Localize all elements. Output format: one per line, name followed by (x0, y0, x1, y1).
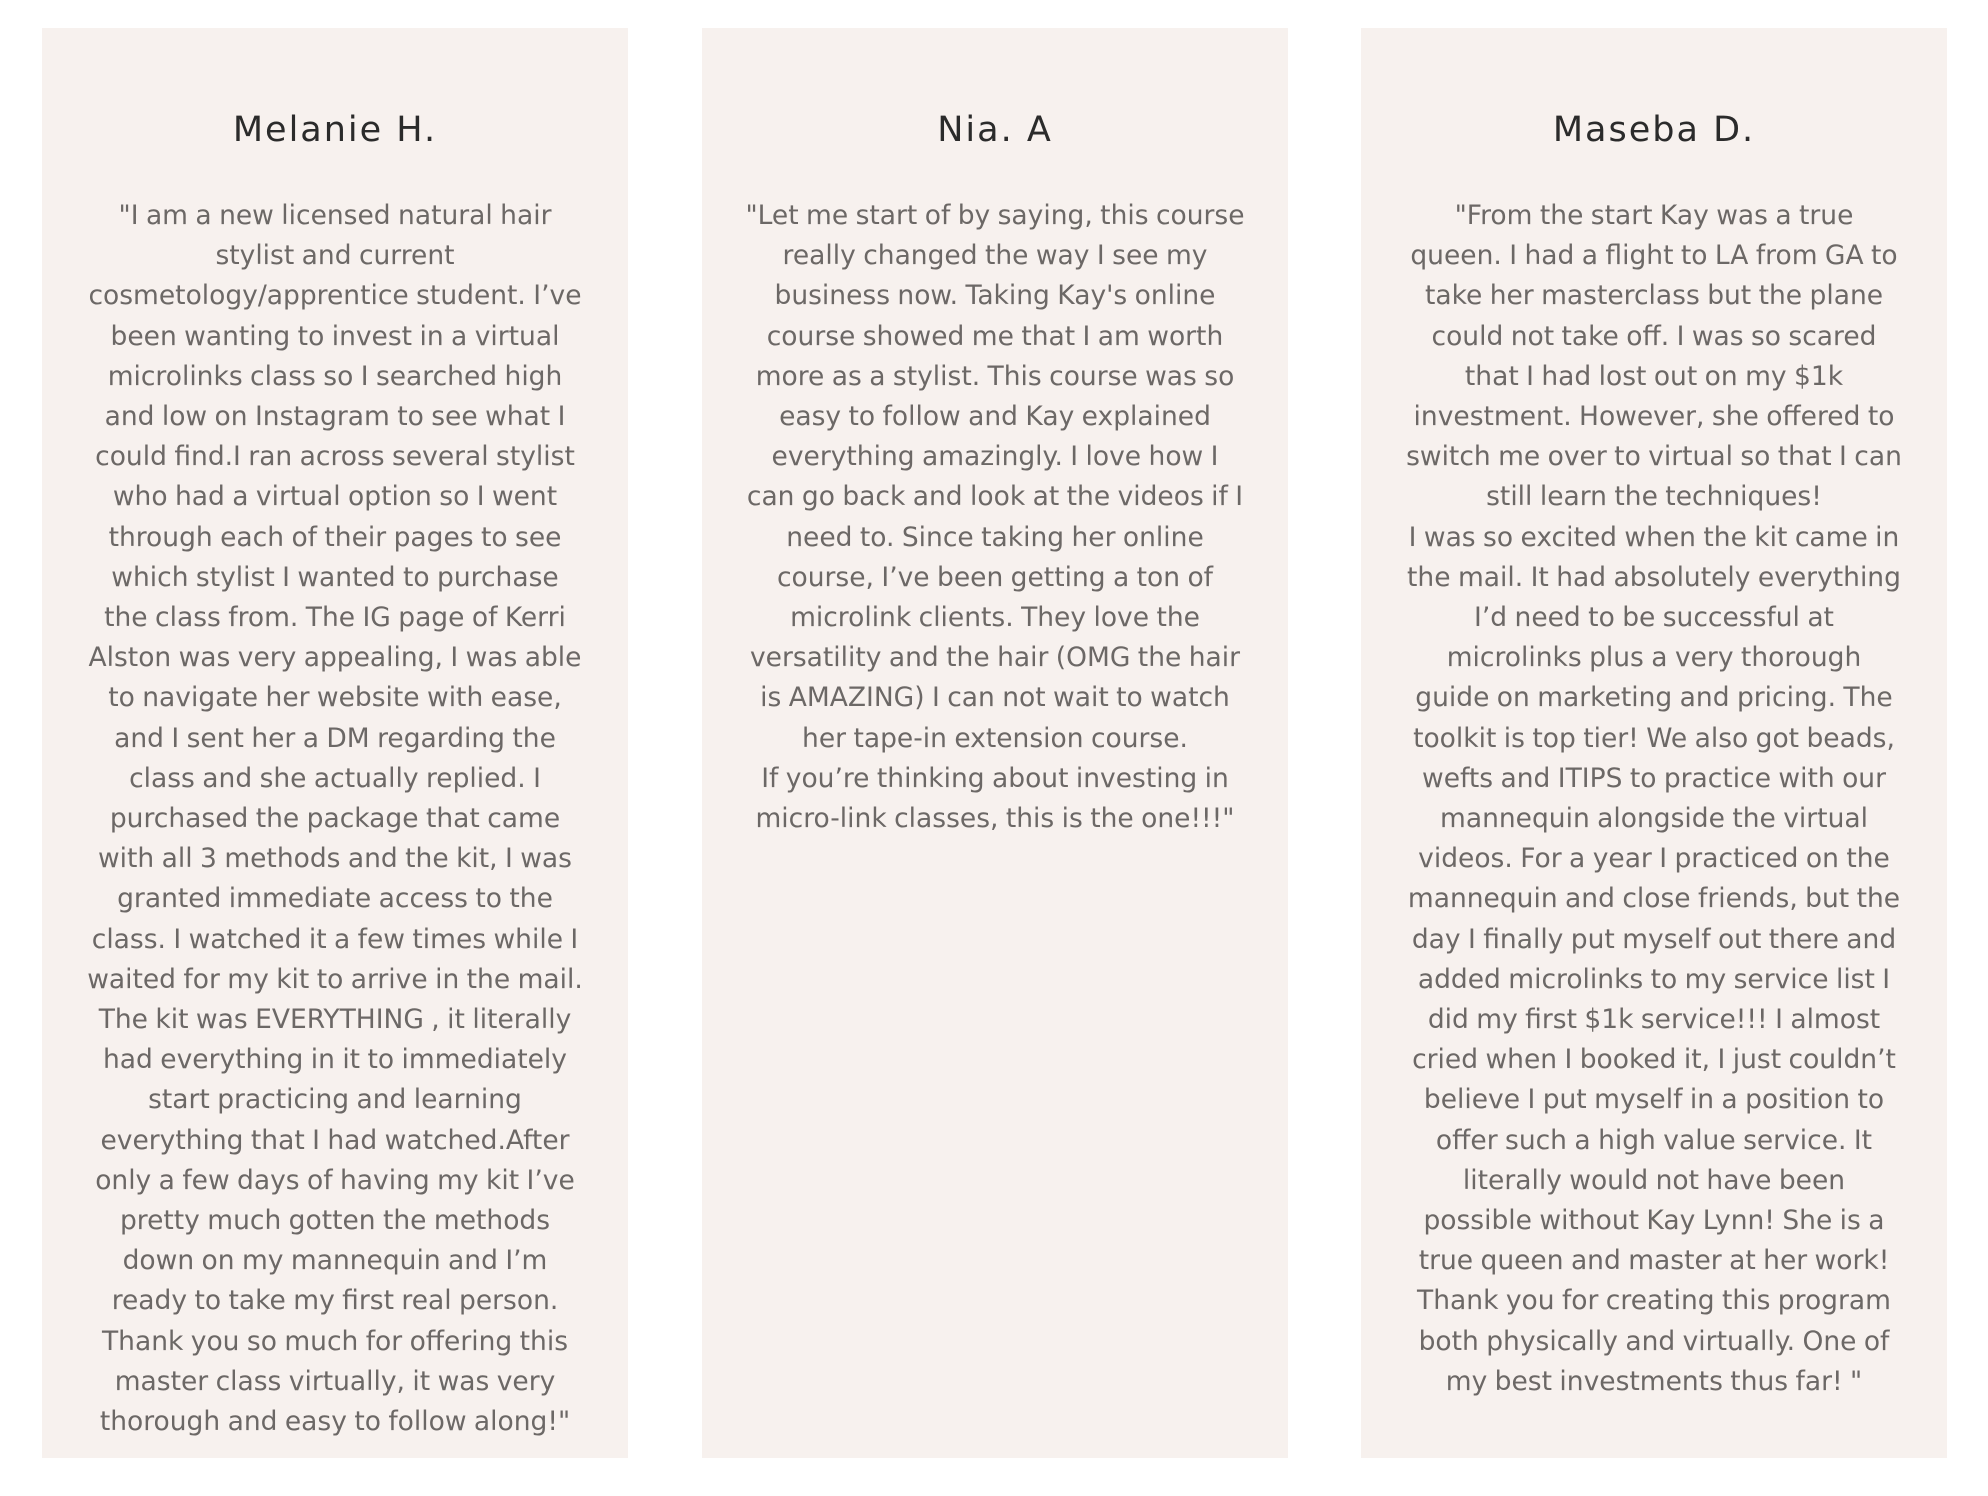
testimonial-author-name: Nia. A (937, 110, 1053, 150)
testimonial-card (1361, 28, 1947, 1458)
testimonial-quote: "I am a new licensed natural hair stylist and current cosmetology/apprentice student. I’ve been wanting to invest in a virtual microlinks class so I searched high and low on Instagram to see what I could find.I ran across several stylist who had a virtual option so I went through each of their pages to see which stylist I wanted to purchase the class from. The IG page of Kerri Alston was very appealing, I was able to navigate her website with ease, and I sent her a DM regarding the class and she actually replied. I purchased the package that came with all 3 methods and the kit, I was granted immediate access to the class. I watched it a few times while I waited for my kit to arrive in the mail. The kit was EVERYTHING , it literally had everything in it to immediately start practicing and learning everything that I had watched.After only a few days of having my kit I’ve pretty much gotten the methods down on my mannequin and I’m ready to take my first real person. Thank you so much for offering this master class virtually, it was very thorough and easy to follow along!" (87, 200, 583, 1438)
testimonial-card (42, 28, 628, 1458)
testimonial-card (702, 28, 1288, 1458)
testimonial-quote: "From the start Kay was a true queen. I had a flight to LA from GA to take her masterclass but the plane could not take off. I was so scared that I had lost out on my $1k investment. However, she offered to switch me over to virtual so that I can still learn the techniques! I was so excited when the kit came in the mail. It had absolutely everything I’d need to be successful at microlinks plus a very thorough guide on marketing and pricing. The toolkit is top tier! We also got beads, wefts and ITIPS to practice with our mannequin alongside the virtual videos. For a year I practiced on the mannequin and close friends, but the day I finally put myself out there and added microlinks to my service list I did my first $1k service!!! I almost cried when I booked it, I just couldn’t believe I put myself in a position to offer such a high value service. It literally would not have been possible without Kay Lynn! She is a true queen and master at her work! Thank you for creating this program both physically and virtually. One of my best investments thus far! " (1406, 200, 1902, 1397)
testimonial-author-name: Maseba D. (1552, 110, 1756, 150)
testimonial-author-name: Melanie H. (232, 110, 438, 150)
testimonial-quote: "Let me start of by saying, this course really changed the way I see my business now. Taking Kay's online course showed me that I am worth more as a stylist. This course was so easy to follow and Kay explained everything amazingly. I love how I can go back and look at the videos if I need to. Since taking her online course, I’ve been getting a ton of microlink clients. They love the versatility and the hair (OMG the hair is AMAZING) I can not wait to watch her tape-in extension course. If you’re thinking about investing in micro-link classes, this is the one!!!" (745, 200, 1245, 835)
